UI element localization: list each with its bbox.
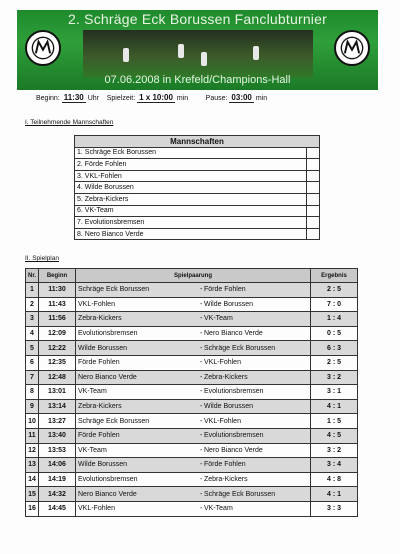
away-team: Schräge Eck Borussen (204, 344, 276, 352)
away-team: VKL-Fohlen (204, 417, 241, 425)
team-row (75, 159, 320, 171)
game-time: 11:30 (39, 283, 76, 298)
pause-label: Pause: (205, 95, 228, 102)
away-team: Wilde Borussen (204, 403, 254, 411)
col-paarung: Spielpaarung (76, 269, 311, 283)
game-row (26, 355, 358, 370)
game-number: 6 (26, 355, 39, 370)
versus-dash: - (200, 490, 203, 498)
versus-dash: - (200, 403, 203, 411)
game-number: 16 (26, 501, 39, 516)
game-row (26, 487, 358, 502)
team-name: 2. Förde Fohlen (75, 159, 307, 171)
game-time: 11:43 (39, 297, 76, 312)
game-score: 3 : 3 (311, 501, 358, 516)
away-team: Evolutionsbremsen (204, 432, 264, 440)
team-empty-cell (307, 193, 320, 205)
versus-dash: - (200, 286, 203, 294)
schedule-table (25, 268, 358, 517)
game-number: 9 (26, 399, 39, 414)
game-score: 6 : 3 (311, 341, 358, 356)
away-team: Zebra-Kickers (204, 476, 248, 484)
game-score: 4 : 8 (311, 472, 358, 487)
game-number: 14 (26, 472, 39, 487)
away-team-cell (198, 458, 311, 473)
game-time: 13:27 (39, 414, 76, 429)
away-team: VK-Team (204, 315, 233, 323)
versus-dash: - (200, 344, 203, 352)
versus-dash: - (200, 417, 203, 425)
col-nr: Nr. (26, 269, 39, 283)
away-team: Nero Bianco Verde (204, 330, 263, 338)
game-score: 4 : 5 (311, 428, 358, 443)
game-time: 12:48 (39, 370, 76, 385)
away-team-cell (198, 355, 311, 370)
home-team: VKL-Fohlen (76, 501, 199, 516)
home-team: Zebra-Kickers (76, 312, 199, 327)
home-team: VKL-Fohlen (76, 297, 199, 312)
team-empty-cell (307, 228, 320, 240)
versus-dash: - (200, 461, 203, 469)
game-time: 12:09 (39, 326, 76, 341)
game-number: 3 (26, 312, 39, 327)
game-score: 1 : 5 (311, 414, 358, 429)
away-team-cell (198, 385, 311, 400)
game-number: 12 (26, 443, 39, 458)
game-row (26, 326, 358, 341)
game-row (26, 385, 358, 400)
game-row (26, 414, 358, 429)
game-time: 14:19 (39, 472, 76, 487)
section-teams-heading: I. Teilnehmende Mannschaften (25, 119, 114, 126)
game-row (26, 370, 358, 385)
game-time: 14:32 (39, 487, 76, 502)
tournament-info (36, 93, 267, 102)
game-score: 3 : 2 (311, 443, 358, 458)
team-row (75, 228, 320, 240)
beginn-label: Beginn: (36, 95, 60, 102)
game-row (26, 312, 358, 327)
team-name: 5. Zebra-Kickers (75, 193, 307, 205)
team-row (75, 147, 320, 159)
pause-value: 03:00 (231, 93, 252, 102)
team-empty-cell (307, 159, 320, 171)
versus-dash: - (200, 359, 203, 367)
away-team: Evolutionsbremsen (204, 388, 264, 396)
spielzeit-value: 1 x 10:00 (139, 93, 173, 102)
game-number: 5 (26, 341, 39, 356)
game-time: 14:45 (39, 501, 76, 516)
home-team: Wilde Borussen (76, 458, 199, 473)
game-number: 2 (26, 297, 39, 312)
team-empty-cell (307, 182, 320, 194)
home-team: Zebra-Kickers (76, 399, 199, 414)
game-row (26, 283, 358, 298)
game-score: 3 : 2 (311, 370, 358, 385)
team-name: 1. Schräge Eck Borussen (75, 147, 307, 159)
game-row (26, 341, 358, 356)
game-time: 11:56 (39, 312, 76, 327)
team-name: 7. Evolutionsbremsen (75, 217, 307, 229)
home-team: Evolutionsbremsen (76, 326, 199, 341)
away-team-cell (198, 297, 311, 312)
home-team: Evolutionsbremsen (76, 472, 199, 487)
away-team-cell (198, 283, 311, 298)
team-name: 4. Wilde Borussen (75, 182, 307, 194)
versus-dash: - (200, 505, 203, 513)
team-name: 3. VKL-Fohlen (75, 170, 307, 182)
home-team: Nero Bianco Verde (76, 487, 199, 502)
banner-photo (83, 30, 313, 78)
game-number: 13 (26, 458, 39, 473)
away-team: VKL-Fohlen (204, 359, 241, 367)
teams-table (74, 135, 320, 240)
home-team: VK-Team (76, 385, 199, 400)
home-team: Förde Fohlen (76, 428, 199, 443)
game-row (26, 501, 358, 516)
game-number: 4 (26, 326, 39, 341)
away-team: VK-Team (204, 505, 233, 513)
team-name: 6. VK-Team (75, 205, 307, 217)
away-team: Wilde Borussen (204, 300, 254, 308)
away-team-cell (198, 501, 311, 516)
home-team: VK-Team (76, 443, 199, 458)
game-time: 13:40 (39, 428, 76, 443)
game-time: 12:22 (39, 341, 76, 356)
away-team-cell (198, 326, 311, 341)
away-team-cell (198, 428, 311, 443)
banner (17, 10, 378, 90)
col-beginn: Beginn (39, 269, 76, 283)
game-score: 2 : 5 (311, 355, 358, 370)
game-time: 12:35 (39, 355, 76, 370)
away-team: Förde Fohlen (204, 286, 246, 294)
game-time: 14:06 (39, 458, 76, 473)
game-number: 8 (26, 385, 39, 400)
game-number: 10 (26, 414, 39, 429)
club-logo-right (334, 30, 370, 66)
versus-dash: - (200, 330, 203, 338)
game-row (26, 472, 358, 487)
versus-dash: - (200, 315, 203, 323)
away-team: Schräge Eck Borussen (204, 490, 276, 498)
beginn-unit: Uhr (87, 95, 99, 102)
versus-dash: - (200, 476, 203, 484)
team-row (75, 193, 320, 205)
versus-dash: - (200, 373, 203, 381)
home-team: Schräge Eck Borussen (76, 283, 199, 298)
home-team: Nero Bianco Verde (76, 370, 199, 385)
col-ergebnis: Ergebnis (311, 269, 358, 283)
away-team-cell (198, 312, 311, 327)
team-empty-cell (307, 205, 320, 217)
away-team-cell (198, 443, 311, 458)
game-number: 11 (26, 428, 39, 443)
away-team-cell (198, 414, 311, 429)
banner-title: 2. Schräge Eck Borussen Fanclubturnier (68, 11, 327, 27)
game-score: 3 : 4 (311, 458, 358, 473)
team-name: 8. Nero Bianco Verde (75, 228, 307, 240)
home-team: Förde Fohlen (76, 355, 199, 370)
game-score: 4 : 1 (311, 399, 358, 414)
away-team-cell (198, 487, 311, 502)
spielzeit-label: Spielzeit: (106, 95, 136, 102)
away-team-cell (198, 399, 311, 414)
game-row (26, 443, 358, 458)
versus-dash: - (200, 300, 203, 308)
away-team: Zebra-Kickers (204, 373, 248, 381)
team-row (75, 205, 320, 217)
game-row (26, 458, 358, 473)
team-empty-cell (307, 147, 320, 159)
team-empty-cell (307, 217, 320, 229)
versus-dash: - (200, 432, 203, 440)
teams-header: Mannschaften (75, 136, 320, 148)
game-time: 13:01 (39, 385, 76, 400)
team-row (75, 182, 320, 194)
game-row (26, 297, 358, 312)
game-score: 1 : 4 (311, 312, 358, 327)
game-score: 0 : 5 (311, 326, 358, 341)
banner-subtitle: 07.06.2008 in Krefeld/Champions-Hall (104, 74, 291, 86)
team-row (75, 170, 320, 182)
away-team: Förde Fohlen (204, 461, 246, 469)
away-team-cell (198, 341, 311, 356)
game-score: 2 : 5 (311, 283, 358, 298)
versus-dash: - (200, 388, 203, 396)
game-row (26, 399, 358, 414)
pause-unit: min (255, 95, 268, 102)
beginn-value: 11:30 (63, 93, 84, 102)
game-time: 13:53 (39, 443, 76, 458)
game-score: 3 : 1 (311, 385, 358, 400)
team-row (75, 217, 320, 229)
versus-dash: - (200, 446, 203, 454)
game-number: 1 (26, 283, 39, 298)
section-plan-heading: II. Spielplan (25, 255, 59, 262)
away-team: Nero Bianco Verde (204, 446, 263, 454)
team-empty-cell (307, 170, 320, 182)
game-time: 13:14 (39, 399, 76, 414)
away-team-cell (198, 370, 311, 385)
club-logo-left (25, 30, 61, 66)
home-team: Schräge Eck Borussen (76, 414, 199, 429)
game-number: 15 (26, 487, 39, 502)
home-team: Wilde Borussen (76, 341, 199, 356)
spielzeit-unit: min (176, 95, 189, 102)
game-score: 7 : 0 (311, 297, 358, 312)
game-row (26, 428, 358, 443)
away-team-cell (198, 472, 311, 487)
game-number: 7 (26, 370, 39, 385)
game-score: 4 : 1 (311, 487, 358, 502)
